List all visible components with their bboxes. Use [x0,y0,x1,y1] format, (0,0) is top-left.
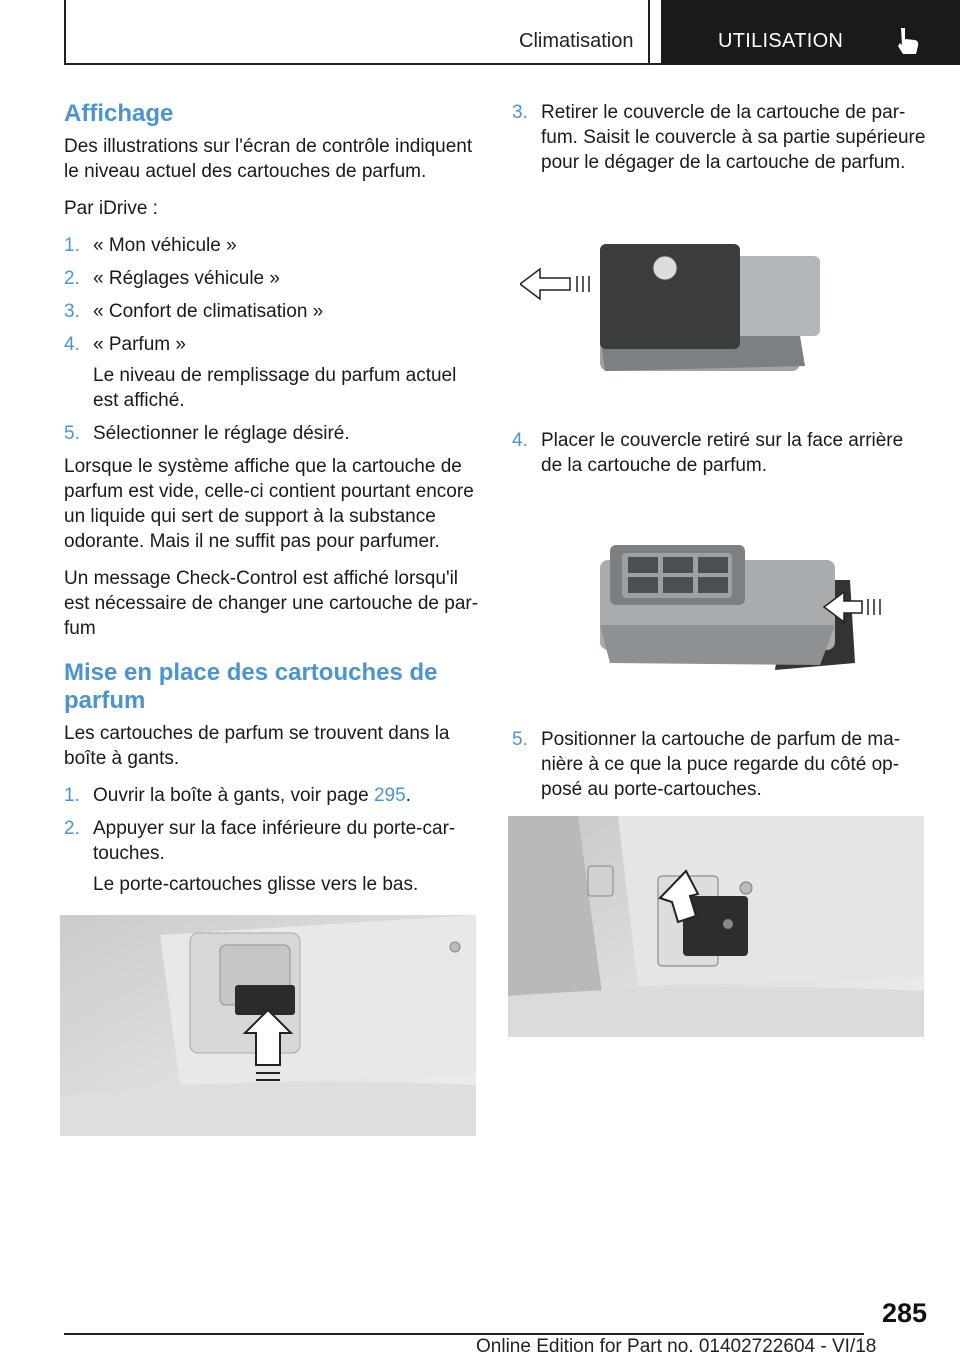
step-number: 4. [64,334,80,355]
right-column-step5 [512,727,928,810]
paragraph-empty-cartridge: Lorsque le système affiche que la cartouche de parfum est vide, celle-ci contient pourtant encore un liquide qui sert de support à la substance odorante. Mais il ne suffit pas pour parfumer. [64,456,474,552]
step-number: 4. [512,430,528,451]
step-number: 2. [64,818,80,839]
step-number: 5. [512,729,528,750]
page-link[interactable]: 295 [373,785,406,806]
cartridge-lid-removal-illustration [520,236,820,376]
list-item [512,727,928,802]
paragraph-check-control: Un message Check-Control est affiché lorsqu'il est nécessaire de changer une cartouche de par‐fum [64,568,479,639]
step-number: 3. [512,102,528,123]
list-item [512,428,928,478]
footer-divider [64,1333,864,1335]
list-item [64,332,480,413]
list-item [64,783,480,808]
list-item [64,299,480,324]
paragraph-glovebox: Les cartouches de parfum se trouvent dans la boîte à gants. [64,723,450,769]
header-divider [648,0,650,64]
list-item [64,816,480,897]
step-text: « Mon véhicule » [93,235,237,256]
footer-edition: Online Edition for Part no. 01402722604 - VI/18 [476,1336,877,1357]
header-section-title: Climatisation [519,30,634,52]
header-left-border [64,0,66,64]
right-column-step4 [512,428,928,486]
step-text: Appuyer sur la face inférieure du porte-car‐touches. [93,818,456,864]
left-column [64,100,480,905]
step-text-end: . [405,785,411,806]
step-text: « Confort de climatisation » [93,301,324,322]
step-subtext: Le porte-cartouches glisse vers le bas. [93,874,419,895]
list-item [64,421,480,446]
step-subtext: Le niveau de remplissage du parfum actuel est affiché. [93,365,457,411]
paragraph-idrive: Par iDrive : [64,198,158,219]
glovebox-holder-illustration [60,915,476,1136]
pointing-hand-icon [895,26,921,56]
heading-mise-en-place: Mise en place des cartouches de parfum [64,659,438,714]
heading-affichage: Affichage [64,100,174,127]
header-bottom-border [64,63,664,65]
step-text: Ouvrir la boîte à gants, voir page [93,785,374,806]
step-number: 5. [64,423,80,444]
right-column [512,100,928,183]
step-number: 3. [64,301,80,322]
paragraph-intro: Des illustrations sur l'écran de contrôle indiquent le niveau actuel des cartouches de parfum. [64,136,473,182]
step-text: Placer le couvercle retiré sur la face arrière de la cartouche de parfum. [541,430,904,476]
list-item [64,266,480,291]
cartridge-positioning-illustration [508,816,924,1037]
step-text: « Parfum » [93,334,186,355]
page-number: 285 [882,1298,928,1328]
cartridge-lid-back-illustration [600,545,900,675]
list-item [512,100,928,175]
list-item [64,233,480,258]
step-text: Retirer le couvercle de la cartouche de par‐fum. Saisit le couvercle à sa partie supérieure pour le dégager de la cartouche de parfum. [541,102,926,173]
step-number: 1. [64,235,80,256]
step-text: Positionner la cartouche de parfum de ma‐nière à ce que la puce regarde du côté op‐posé au porte-cartouches. [541,729,901,800]
header-chapter-title: UTILISATION [718,30,844,52]
step-text: Sélectionner le réglage désiré. [93,423,350,444]
step-text: « Réglages véhicule » [93,268,280,289]
step-number: 2. [64,268,80,289]
step-number: 1. [64,785,80,806]
